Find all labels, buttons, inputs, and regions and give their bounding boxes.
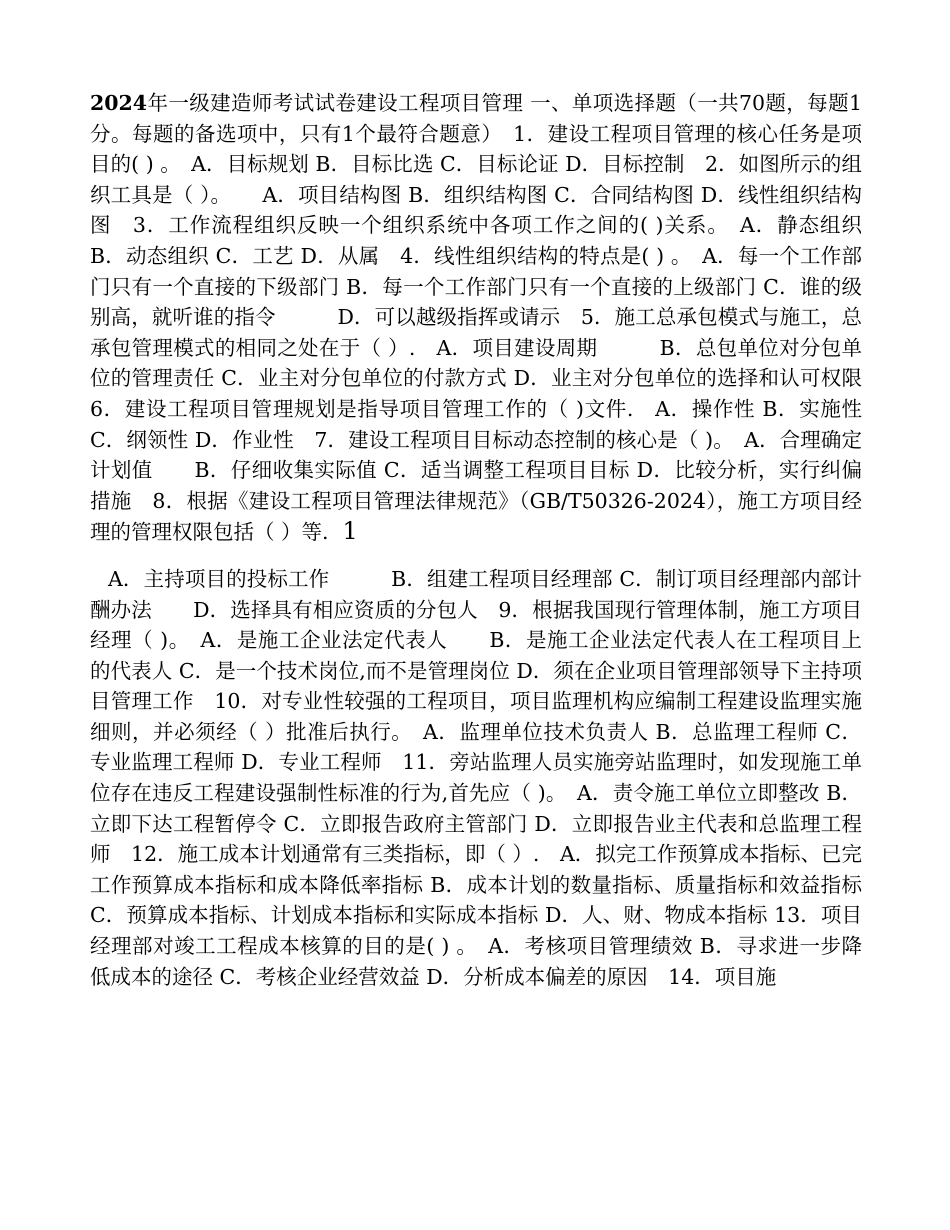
- page-number: 1: [342, 517, 358, 546]
- paragraph-1: [90, 88, 883, 548]
- document-page: [90, 88, 883, 992]
- paragraph-1-text: 年一级建造师考试试卷建设工程项目管理 一、单项选择题（一共70题，每题1分。每题的备选项中，只有1个最符合题意） 1．建设工程项目管理的核心任务是项目的( ) 。 A．目标规划 B．目标比选 C．目标论证 D．目标控制 2．如图所示的组织工具是（ ）。 A．项目结构图 B．组织结构图 C．合同结构图 D．线性组织结构图 3．工作流程组织反映一个组织系统中各项工作之间的( )关系。 A．静态组织 B．动态组织 C．工艺 D．从属 4．线性组织结构的特点是( ) 。 A．每一个工作部门只有一个直接的下级部门 B．每一个工作部门只有一个直接的上级部门 C．谁的级别高，就听谁的指令 D．可以越级指挥或请示 5．施工总承包模式与施工，总承包管理模式的相同之处在于（ ）. A．项目建设周期 B．总包单位对分包单位的管理责任 C．业主对分包单位的付款方式 D．业主对分包单位的选择和认可权限 6．建设工程项目管理规划是指导项目管理工作的（ )文件. A．操作性 B．实施性 C．纲领性 D．作业性 7．建设工程项目目标动态控制的核心是（ )。 A．合理确定计划值 B．仔细收集实际值 C．适当调整工程项目目标 D．比较分析，实行纠偏措施 8．根据《建设工程项目管理法律规范》（GB/T50326-2024），施工方项目经理的管理权限包括（ ）等.: [90, 91, 883, 545]
- title-year: 2024: [90, 91, 148, 115]
- paragraph-2: A．主持项目的投标工作 B．组建工程项目经理部 C．制订项目经理部内部计酬办法 D．选择具有相应资质的分包人 9．根据我国现行管理体制，施工方项目经理（ )。 A．是施工企业法定代表人 B．是施工企业法定代表人在工程项目上的代表人 C．是一个技术岗位,而不是管理岗位 D．须在企业项目管理部领导下主持项目管理工作 10．对专业性较强的工程项目，项目监理机构应编制工程建设监理实施细则，并必须经（ ）批准后执行。 A．监理单位技术负责人 B．总监理工程师 C．专业监理工程师 D．专业工程师 11．旁站监理人员实施旁站监理时，如发现施工单位存在违反工程建设强制性标准的行为,首先应（ )。 A．责令施工单位立即整改 B．立即下达工程暂停令 C．立即报告政府主管部门 D．立即报告业主代表和总监理工程师 12．施工成本计划通常有三类指标，即（ ）. A．拟完工作预算成本指标、已完工作预算成本指标和成本降低率指标 B．成本计划的数量指标、质量指标和效益指标 C．预算成本指标、计划成本指标和实际成本指标 D．人、财、物成本指标 13．项目经理部对竣工工程成本核算的目的是( ) 。 A．考核项目管理绩效 B．寻求进一步降低成本的途径 C．考核企业经营效益 D．分析成本偏差的原因 14．项目施: [90, 566, 862, 989]
